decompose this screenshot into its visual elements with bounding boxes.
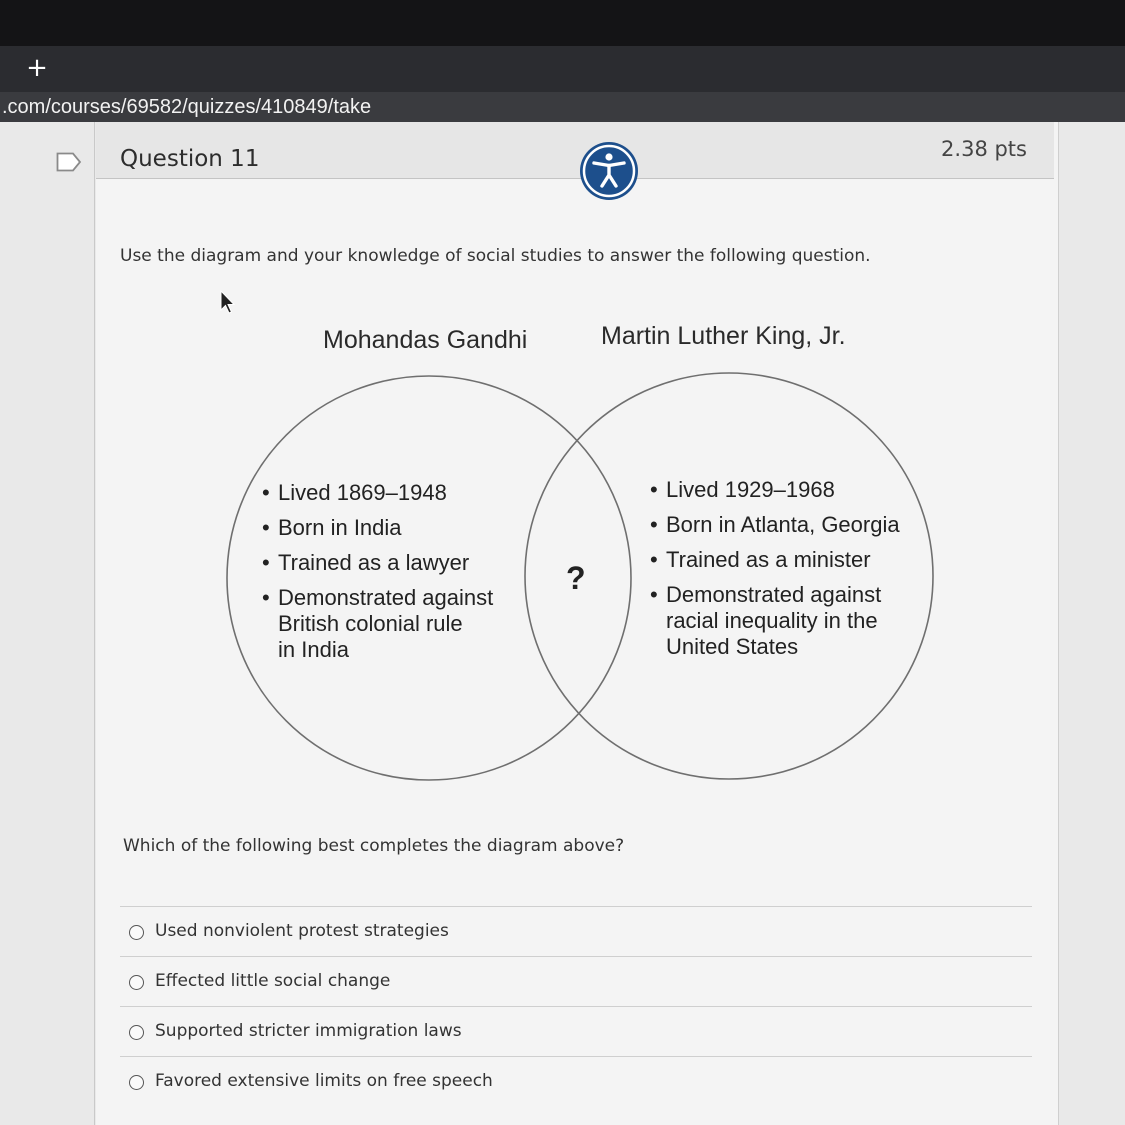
answer-option-1[interactable] (120, 906, 1032, 956)
radio-button[interactable] (129, 1075, 144, 1090)
answer-label[interactable]: Favored extensive limits on free speech (155, 1071, 493, 1091)
answer-list (120, 906, 1032, 1106)
gutter-divider (94, 122, 95, 1125)
list-item: • Born in India (262, 515, 512, 541)
accessibility-icon[interactable] (579, 141, 639, 201)
king-facts (650, 477, 920, 669)
radio-button[interactable] (129, 925, 144, 940)
answer-option-4[interactable] (120, 1056, 1032, 1106)
venn-label-gandhi: Mohandas Gandhi (323, 326, 528, 354)
question-points: 2.38 pts (941, 137, 1027, 161)
flag-icon[interactable] (56, 152, 82, 172)
list-item: • Born in Atlanta, Georgia (650, 512, 920, 538)
browser-tab-strip (0, 46, 1125, 92)
mouse-cursor-icon (220, 290, 236, 316)
question-title: Question 11 (120, 146, 260, 172)
list-item: • Lived 1929–1968 (650, 477, 920, 503)
list-item: • Demonstrated against racial inequality in the United States (650, 582, 920, 660)
browser-top-bar (0, 0, 1125, 46)
answer-label[interactable]: Effected little social change (155, 971, 391, 991)
answer-label[interactable]: Used nonviolent protest strategies (155, 921, 449, 941)
list-item: • Trained as a minister (650, 547, 920, 573)
answer-label[interactable]: Supported stricter immigration laws (155, 1021, 462, 1041)
radio-button[interactable] (129, 1025, 144, 1040)
answer-option-2[interactable] (120, 956, 1032, 1006)
question-prompt: Use the diagram and your knowledge of social studies to answer the following question. (120, 246, 871, 266)
gandhi-facts (262, 480, 512, 672)
venn-overlap-question-mark: ? (566, 560, 586, 596)
new-tab-button[interactable]: + (26, 53, 48, 83)
list-item: • Demonstrated against British colonial rule in India (262, 585, 512, 663)
radio-button[interactable] (129, 975, 144, 990)
list-item: • Trained as a lawyer (262, 550, 512, 576)
list-item: • Lived 1869–1948 (262, 480, 512, 506)
venn-label-king: Martin Luther King, Jr. (601, 322, 846, 350)
question-ask: Which of the following best completes the diagram above? (123, 836, 625, 856)
address-bar-url[interactable]: .com/courses/69582/quizzes/410849/take (2, 96, 372, 118)
answer-option-3[interactable] (120, 1006, 1032, 1056)
